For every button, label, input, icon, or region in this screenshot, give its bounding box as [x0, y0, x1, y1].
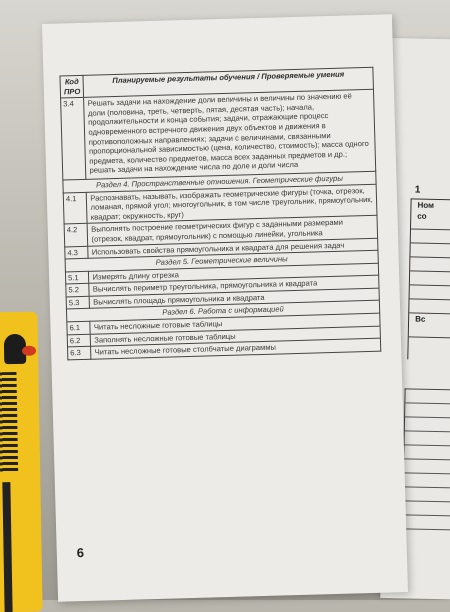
next-page-number: 1 [414, 184, 421, 196]
bird-beak [22, 346, 36, 356]
row-text: Вычислять периметр треугольника, прямоугольника и квадрата [89, 275, 379, 296]
header-results: Планируемые результаты обучения / Проверяемые умения [83, 67, 373, 97]
row-text: Заполнять несложные готовые таблицы [91, 326, 381, 347]
row-text: Читать несложные готовые таблицы [90, 313, 380, 334]
next-page-row [410, 257, 450, 272]
section-title: Раздел 5. Геометрические величины [65, 250, 378, 271]
page-number: 6 [76, 545, 85, 561]
next-page-row [410, 243, 450, 258]
next-page-table [407, 198, 450, 360]
header-code: Код ПРО [60, 75, 84, 98]
row-text: Читать несложные готовые столбчатые диаграммы [91, 338, 381, 359]
row-text: Решать задачи на нахождение доли величины и величины по значению её доли (половина, треть, четверть, пятая, десятая часть); начала, продолжительности и конца события; задачи, отражающие процесс одновременного встречного движения двух объектов и движения в противоположных направлениях; задачи с величинами, связанными пропорциональной зависимостью (цена, количество, стоимость); масса одного предмета, количество предметов, масса всех заданных предметов и др.; решать задачи на нахождение числа по доле и доли числа [84, 89, 376, 179]
section-title: Раздел 4. Пространственные отношения. Геометрические фигуры [63, 171, 376, 192]
bookmark-illustration [2, 482, 12, 612]
row-code: 4.2 [64, 224, 88, 247]
next-page-row [411, 229, 450, 244]
next-page-table-2 [402, 388, 450, 540]
row-code: 5.1 [65, 271, 89, 284]
next-page-header-cell: Ном со [411, 199, 450, 230]
row-text: Выполнять построение геометрических фигур с заданными размерами (отрезок, квадрат, прямоугольник) с помощью линейки, угольника [88, 216, 378, 246]
next-page-row [410, 271, 450, 286]
table-row [61, 89, 376, 179]
row-text: Вычислять площадь прямоугольника и квадрата [90, 288, 380, 309]
striped-illustration [0, 372, 18, 472]
next-page-row [410, 285, 450, 300]
row-code: 5.2 [66, 284, 90, 297]
row-code: 6.3 [68, 347, 92, 360]
row-text: Распознавать, называть, изображать геометрические фигуры (точка, отрезок, ломаная, прямой угол; многоугольник, в том числе треугольник, прямоугольник, квадрат; окружность, круг) [87, 184, 377, 224]
row-code: 6.1 [67, 321, 91, 334]
row-code: 3.4 [61, 98, 87, 180]
row-text: Измерять длину отрезка [89, 263, 379, 284]
book-page [42, 14, 408, 602]
learning-outcomes-table [59, 67, 381, 361]
row-code: 5.3 [66, 296, 90, 309]
row-code: 4.3 [65, 246, 89, 259]
row-text: Использовать свойства прямоугольника и квадрата для решения задач [88, 238, 378, 259]
bookmark [0, 312, 43, 612]
next-page-row [409, 299, 450, 314]
row-code: 4.1 [63, 192, 87, 224]
section-title: Раздел 6. Работа с информацией [66, 301, 379, 322]
row-code: 6.2 [67, 334, 91, 347]
next-page-total-cell: Вс [409, 313, 450, 338]
